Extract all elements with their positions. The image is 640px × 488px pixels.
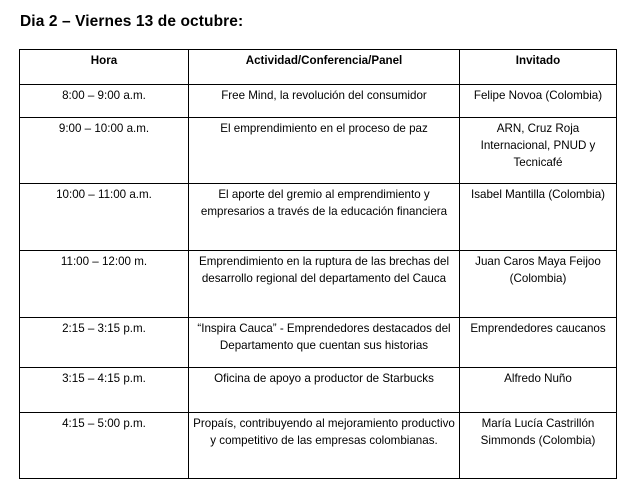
header-actividad: Actividad/Conferencia/Panel	[189, 50, 460, 85]
table-row	[20, 184, 617, 251]
cell-invitado: Juan Caros Maya Feijoo (Colombia)	[460, 251, 617, 318]
table-row	[20, 118, 617, 184]
cell-hora: 9:00 – 10:00 a.m.	[20, 118, 189, 184]
table-row	[20, 413, 617, 479]
cell-invitado: Emprendedores caucanos	[460, 318, 617, 368]
cell-actividad: Free Mind, la revolución del consumidor	[189, 85, 460, 118]
table-row	[20, 85, 617, 118]
cell-hora: 2:15 – 3:15 p.m.	[20, 318, 189, 368]
cell-actividad: El aporte del gremio al emprendimiento y empresarios a través de la educación financiera	[189, 184, 460, 251]
schedule-table	[19, 49, 617, 479]
cell-invitado: Felipe Novoa (Colombia)	[460, 85, 617, 118]
cell-actividad: Propaís, contribuyendo al mejoramiento productivo y competitivo de las empresas colombianas.	[189, 413, 460, 479]
cell-actividad: Oficina de apoyo a productor de Starbucks	[189, 368, 460, 413]
section-heading: Dia 2 – Viernes 13 de octubre:	[20, 13, 244, 30]
cell-actividad: “Inspira Cauca” - Emprendedores destacados del Departamento que cuentan sus historias	[189, 318, 460, 368]
cell-invitado: Alfredo Nuño	[460, 368, 617, 413]
cell-hora: 11:00 – 12:00 m.	[20, 251, 189, 318]
header-invitado: Invitado	[460, 50, 617, 85]
cell-hora: 10:00 – 11:00 a.m.	[20, 184, 189, 251]
table-row	[20, 368, 617, 413]
header-hora: Hora	[20, 50, 189, 85]
cell-hora: 4:15 – 5:00 p.m.	[20, 413, 189, 479]
table-row	[20, 318, 617, 368]
cell-actividad: El emprendimiento en el proceso de paz	[189, 118, 460, 184]
table-row	[20, 251, 617, 318]
header-row	[20, 50, 617, 85]
cell-actividad: Emprendimiento en la ruptura de las brechas del desarrollo regional del departamento del Cauca	[189, 251, 460, 318]
cell-invitado: ARN, Cruz Roja Internacional, PNUD y Tecnicafé	[460, 118, 617, 184]
cell-invitado: Isabel Mantilla (Colombia)	[460, 184, 617, 251]
cell-hora: 3:15 – 4:15 p.m.	[20, 368, 189, 413]
cell-hora: 8:00 – 9:00 a.m.	[20, 85, 189, 118]
cell-invitado: María Lucía Castrillón Simmonds (Colombia)	[460, 413, 617, 479]
